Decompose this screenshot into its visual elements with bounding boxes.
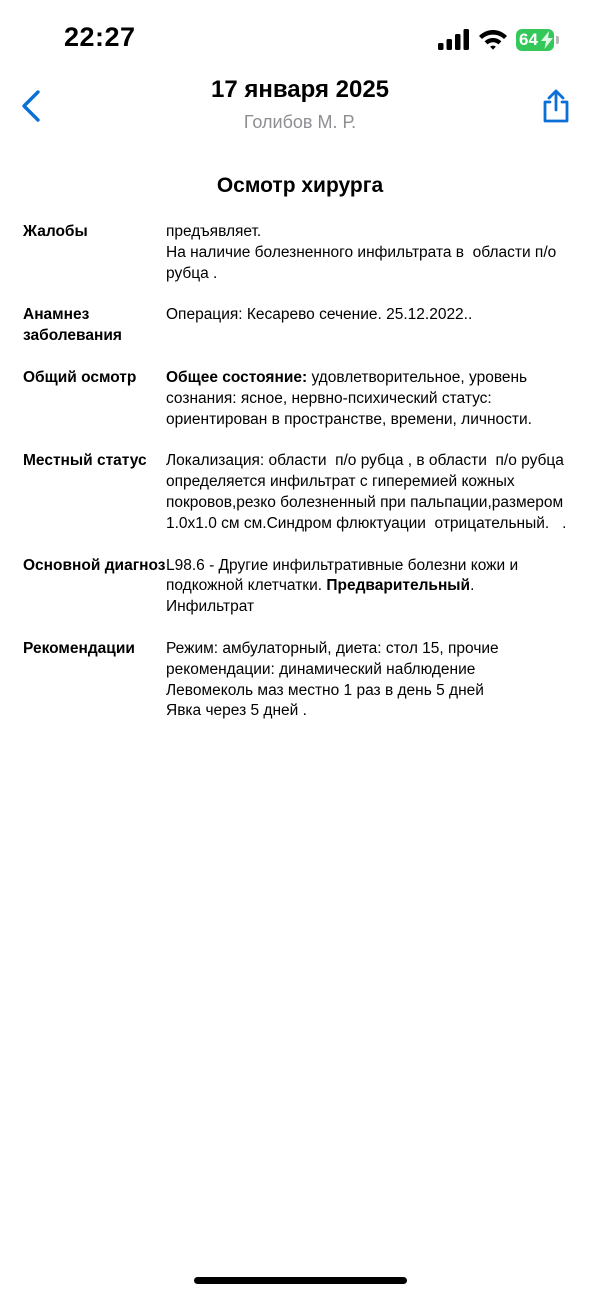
record-recommendations: [23, 639, 578, 722]
record-value: [166, 368, 578, 430]
signal-icon: [438, 29, 470, 50]
record-local-status: [23, 451, 578, 534]
record-value: предъявляет. На наличие болезненного инфильтрата в области п/о рубца .: [166, 223, 557, 282]
record-value-bold: Предварительный: [326, 577, 471, 595]
charging-bolt-icon: [540, 31, 554, 49]
home-indicator[interactable]: [194, 1277, 407, 1284]
record-diagnosis: [23, 556, 578, 618]
record-label: Анамнез заболевания: [23, 306, 122, 345]
record-value-bold: Общее состояние:: [166, 368, 308, 386]
record-value: Локализация: области п/о рубца , в области п/о рубца определяется инфильтрат с гиперемией кожных покровов,резко болезненный при пальпации,размером 1.0х1.0 см см.Синдром флюктуации отрицательный. .: [166, 452, 569, 532]
wifi-icon: [478, 27, 508, 50]
record-anamnesis: [23, 305, 578, 347]
record-label: Рекомендации: [23, 639, 135, 657]
record-value: Режим: амбулаторный, диета: стол 15, прочие рекомендации: динамический наблюдение Левомеколь маз местно 1 раз в день 5 дней Явка через 5 дней .: [166, 639, 499, 720]
share-icon[interactable]: [540, 88, 572, 124]
doctor-name: Голибов М. Р.: [243, 112, 357, 132]
record-value-text-after: . Инфильтрат: [166, 577, 475, 616]
battery-level: 64: [519, 30, 538, 49]
record-value: [166, 556, 578, 618]
record-label: Основной диагноз: [23, 556, 166, 574]
record-label: Жалобы: [23, 223, 88, 240]
page-title: 17 января 2025: [210, 76, 390, 103]
record-label: Общий осмотр: [23, 368, 137, 386]
record-label: Местный статус: [23, 452, 147, 470]
record-complaints: [23, 222, 578, 284]
status-time: 22:27: [64, 22, 136, 52]
record-general-exam: [23, 368, 578, 430]
battery-cap: [556, 36, 559, 44]
record-value: Операция: Кесарево сечение. 25.12.2022..: [166, 306, 473, 324]
document-title: Осмотр хирурга: [216, 174, 384, 197]
record-list: [23, 222, 578, 743]
record-value-text: удовлетворительное, уровень сознания: ясное, нервно-психический статус: ориентирован в пространстве, времени, личности.: [166, 368, 532, 428]
record-value-text: L98.6 - Другие инфильтративные болезни кожи и подкожной клетчатки.: [166, 556, 523, 595]
status-bar: [0, 0, 600, 80]
